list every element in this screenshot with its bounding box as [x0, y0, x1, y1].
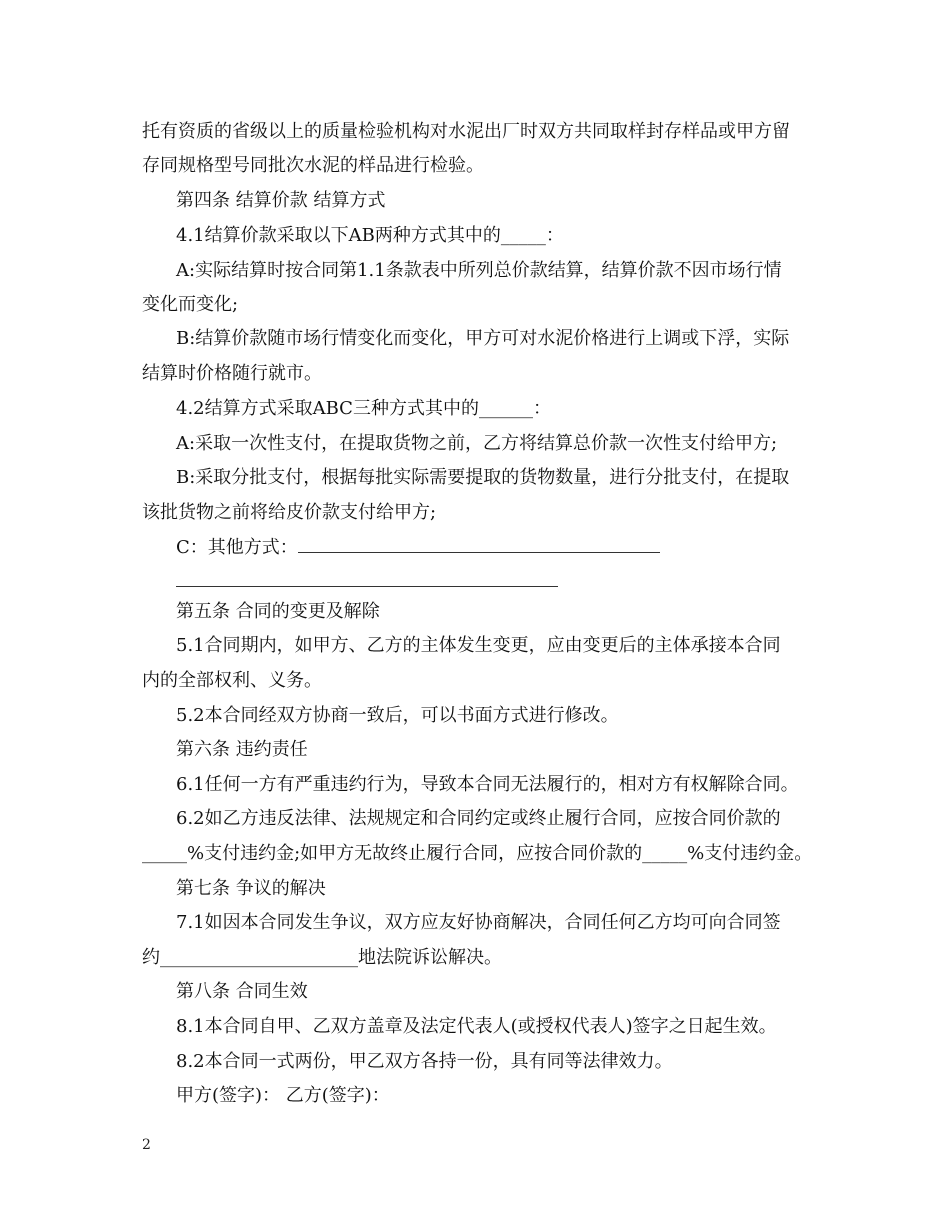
blank-underline [298, 552, 660, 553]
section-heading: 第五条 合同的变更及解除 [176, 601, 380, 622]
clause-line: 5.1合同期内，如甲方、乙方的主体发生变更，应由变更后的主体承接本合同 [176, 635, 781, 656]
section-heading: 第四条 结算价款 结算方式 [176, 190, 386, 211]
clause-line: B:采取分批支付，根据每批实际需要提取的货物数量，进行分批支付，在提取 [176, 467, 790, 488]
clause-line: 8.2本合同一式两份，甲乙双方各持一份，具有同等法律效力。 [176, 1051, 673, 1072]
paragraph-line: 内的全部权利、义务。 [142, 670, 322, 691]
clause-line: 4.2结算方式采取ABC三种方式其中的______： [176, 398, 551, 419]
clause-line: B:结算价款随市场行情变化而变化，甲方可对水泥价格进行上调或下浮，实际 [176, 328, 790, 349]
clause-line: 4.1结算价款采取以下AB两种方式其中的_____： [176, 225, 564, 246]
paragraph-line: 存同规格型号同批次水泥的样品进行检验。 [142, 155, 484, 176]
clause-line: 7.1如因本合同发生争议，双方应友好协商解决，合同任何乙方均可向合同签 [176, 912, 781, 933]
signature-line: 甲方(签字)： 乙方(签字)： [176, 1085, 390, 1106]
section-heading: 第八条 合同生效 [176, 981, 308, 1002]
section-heading: 第六条 违约责任 [176, 739, 308, 760]
paragraph-line: 该批货物之前将给皮价款支付给甲方; [142, 502, 437, 523]
clause-line: C：其他方式： [176, 537, 298, 558]
paragraph-line: 托有资质的省级以上的质量检验机构对水泥出厂时双方共同取样封存样品或甲方留 [142, 121, 790, 142]
clause-line: 6.1任何一方有严重违约行为，导致本合同无法履行的，相对方有权解除合同。 [176, 774, 799, 795]
clause-line: A:采取一次性支付，在提取货物之前，乙方将结算总价款一次性支付给甲方; [176, 433, 778, 454]
paragraph-line: 约______________________地法院诉讼解决。 [142, 947, 502, 968]
clause-line: 5.2本合同经双方协商一致后，可以书面方式进行修改。 [176, 705, 619, 726]
paragraph-line: 结算时价格随行就市。 [142, 363, 322, 384]
paragraph-line: _____%支付违约金;如甲方无故终止履行合同，应按合同价款的_____%支付违约金。 [142, 843, 813, 864]
section-heading: 第七条 争议的解决 [176, 878, 326, 899]
paragraph-line: 变化而变化; [142, 294, 239, 315]
clause-line: 6.2如乙方违反法律、法规规定和合同约定或终止履行合同，应按合同价款的 [176, 808, 781, 829]
blank-underline [176, 586, 558, 587]
page-number: 2 [142, 1137, 151, 1153]
clause-line: A:实际结算时按合同第1.1条款表中所列总价款结算，结算价款不因市场行情 [176, 260, 782, 281]
clause-line: 8.1本合同自甲、乙双方盖章及法定代表人(或授权代表人)签字之日起生效。 [176, 1016, 777, 1037]
